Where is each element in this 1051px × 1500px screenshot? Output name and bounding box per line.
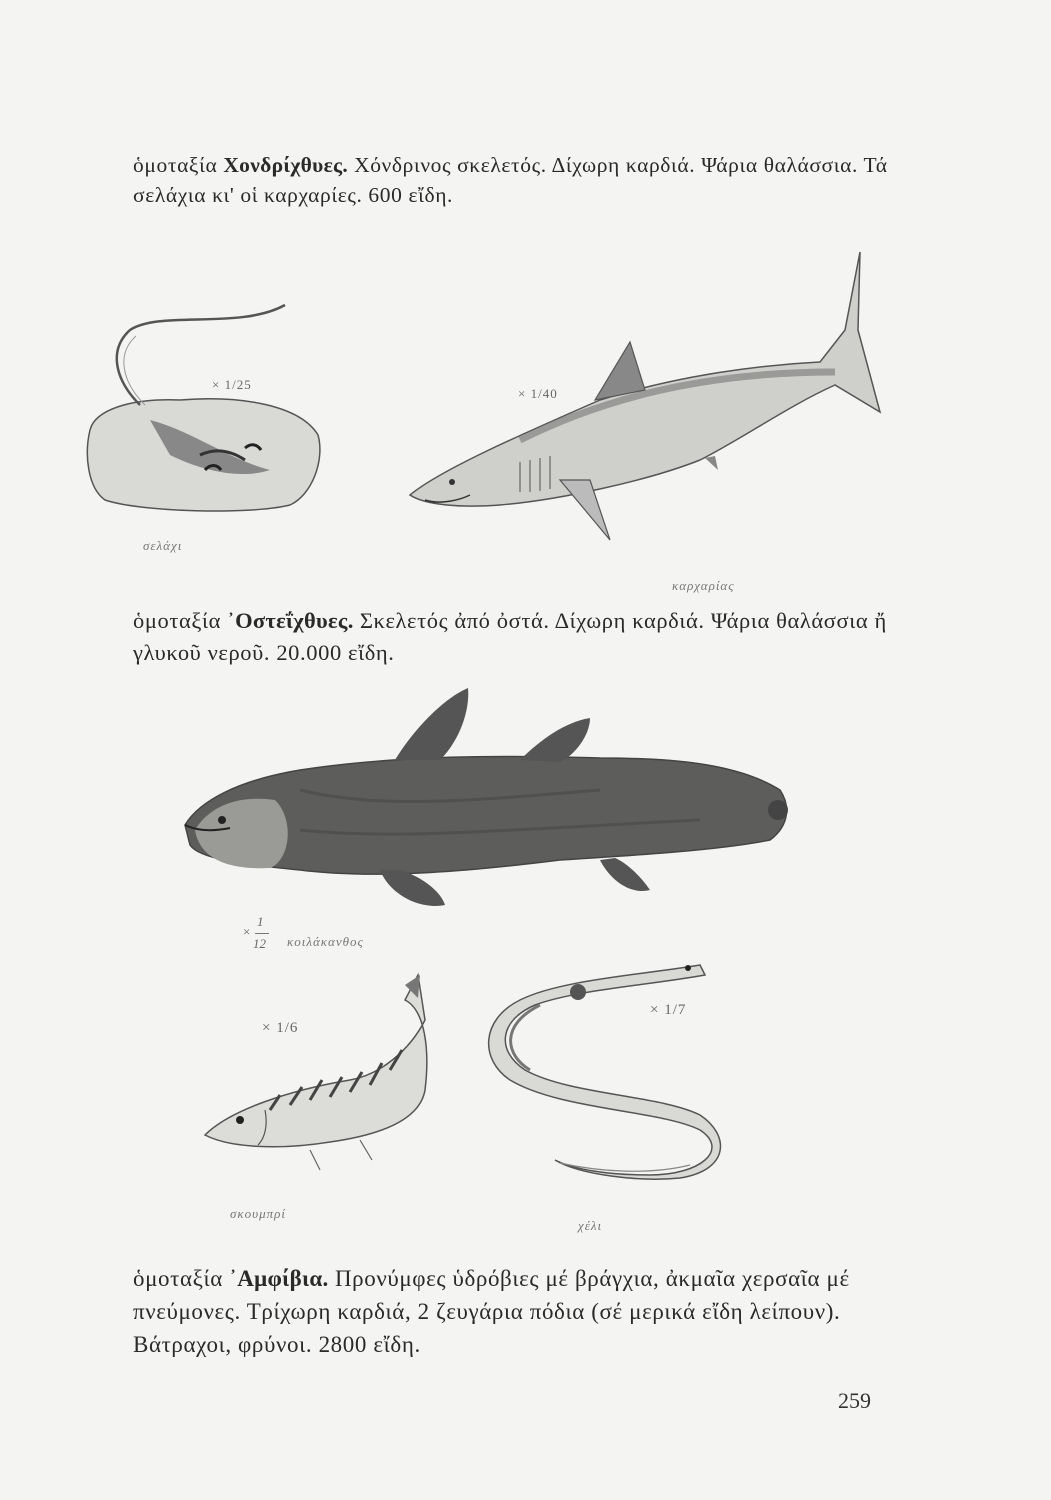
class-prefix: ὁμοταξία	[133, 608, 228, 633]
class-title: ᾽Οστεΐχθυες.	[227, 608, 354, 633]
mackerel-illustration	[205, 975, 427, 1170]
scale-denominator: 12	[253, 936, 266, 951]
paragraph-amphibia	[133, 1262, 893, 1361]
class-title: Χονδρίχθυες.	[223, 153, 349, 177]
page-number: 259	[838, 1388, 871, 1413]
class-prefix: ὁμοταξία	[133, 1266, 230, 1291]
mackerel-caption: σκουμπρί	[230, 1206, 287, 1221]
eel-illustration	[489, 965, 721, 1179]
coelacanth-caption: κοιλάκανθος	[287, 934, 364, 949]
coelacanth-illustration	[185, 688, 788, 906]
shark-illustration	[410, 252, 880, 540]
shark-caption: καρχαρίας	[672, 578, 735, 593]
shark-scale-label: × 1/40	[518, 386, 558, 401]
mackerel-scale-label: × 1/6	[262, 1020, 299, 1036]
paragraph-osteichthyes	[133, 605, 893, 669]
class-title: ᾽Αμφίβια.	[229, 1266, 329, 1291]
eel-caption: χέλι	[578, 1218, 603, 1233]
class-description: Χόνδρινος σκελετός. Δίχωρη καρδιά. Ψάρια θαλάσσια. Τά σελάχια κι' οἱ καρχαρίες. 600 εἴδη.	[133, 153, 888, 207]
eel-scale-label: × 1/7	[650, 1002, 687, 1018]
class-prefix: ὁμοταξία	[133, 153, 224, 177]
ray-scale-label: × 1/25	[212, 377, 252, 392]
scale-numerator: 1	[257, 914, 264, 929]
class-description: Σκελετός ἀπό ὀστά. Δίχωρη καρδιά. Ψάρια θαλάσσια ἤ γλυκοῦ νεροῦ. 20.000 εἴδη.	[133, 608, 887, 665]
ray-caption: σελάχι	[143, 538, 183, 553]
fraction-bar	[255, 933, 269, 934]
class-description: Προνύμφες ὑδρόβιες μέ βράγχια, ἀκμαῖα χερσαῖα μέ πνεύμονες. Τρίχωρη καρδιά, 2 ζευγάρια πόδια (σέ μερικά εἴδη λείπουν). Βάτραχοι, φρύνοι. 2800 εἴδη.	[133, 1266, 850, 1357]
scale-multiply-symbol: ×	[243, 924, 251, 939]
ray-illustration	[87, 305, 320, 511]
